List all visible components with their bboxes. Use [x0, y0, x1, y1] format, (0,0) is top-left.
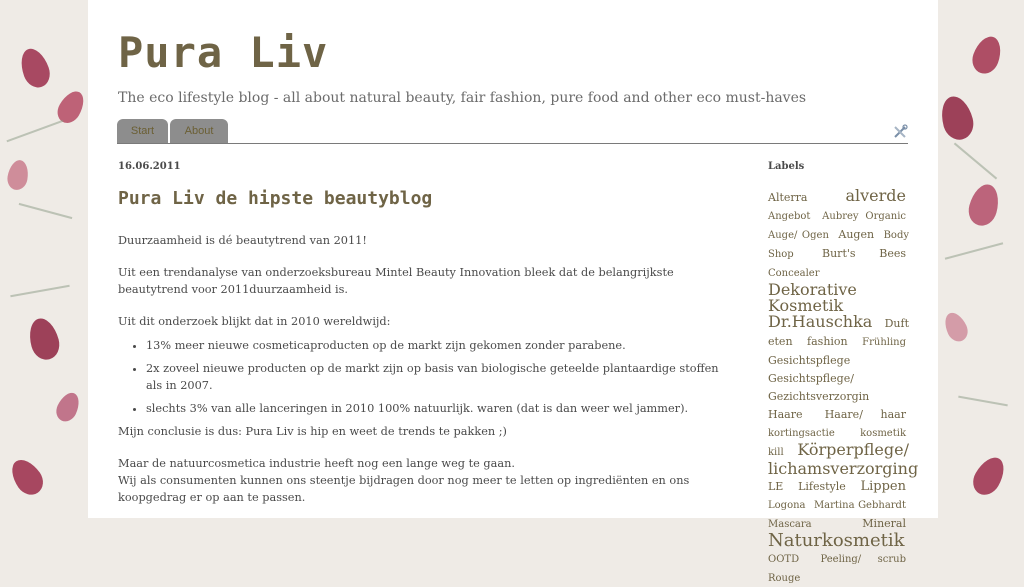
label-link[interactable]: kosmetik — [860, 428, 906, 439]
label-link[interactable]: Logona — [768, 500, 806, 511]
label-link[interactable]: Duft eten — [768, 317, 909, 348]
label-link[interactable]: Body Shop — [768, 230, 909, 260]
post-date: 16.06.2011 — [118, 161, 181, 172]
label-link[interactable]: Dr.Hauschka — [768, 312, 873, 331]
tab-about[interactable]: About — [170, 119, 228, 143]
label-link[interactable]: Concealer — [768, 268, 820, 279]
label-link[interactable]: LE — [768, 480, 784, 493]
label-link[interactable]: fashion — [807, 335, 848, 348]
post-paragraph: Uit dit onderzoek blijkt dat in 2010 wereldwijd: — [118, 315, 391, 328]
blog-title[interactable]: Pura Liv — [118, 28, 329, 77]
label-link[interactable]: Lifestyle — [798, 480, 846, 493]
list-item: • 2x zoveel nieuwe producten op de markt zijn op basis van biologische geteelde plantaardige stoffen als in 2007. — [146, 360, 733, 394]
background-right — [938, 0, 1024, 518]
label-link[interactable]: Gesichtspflege — [768, 354, 851, 367]
label-link[interactable]: Burt's Bees — [822, 247, 906, 260]
label-link[interactable]: Haare — [768, 408, 803, 421]
post-paragraph: Mijn conclusie is dus: Pura Liv is hip en weet de trends te pakken ;) — [118, 425, 507, 438]
blog-description: The eco lifestyle blog - all about natural beauty, fair fashion, pure food and other eco must-haves — [118, 90, 807, 106]
labels-heading: Labels — [768, 161, 805, 172]
label-link[interactable]: Haare/ haar — [824, 408, 906, 421]
tools-icon[interactable] — [892, 124, 908, 140]
background-left — [0, 0, 88, 518]
label-link[interactable]: Lippen — [860, 479, 906, 494]
label-cloud — [768, 186, 919, 587]
tab-start[interactable]: Start — [117, 119, 168, 143]
label-link[interactable]: Frühling — [862, 337, 906, 348]
label-link[interactable]: Peeling/ scrub — [820, 554, 906, 565]
blog-page — [88, 0, 938, 584]
label-link[interactable]: Körperpflege/ lichamsverzorging — [768, 440, 919, 478]
label-link[interactable]: Auge/ Ogen — [768, 230, 829, 241]
label-link[interactable]: Gesichtspflege/ Gezichtsverzorgin — [768, 372, 870, 403]
label-link[interactable]: kill — [768, 447, 784, 458]
label-link[interactable]: Augen — [838, 228, 875, 241]
label-link[interactable]: Naturkosmetik — [768, 530, 905, 551]
post-list — [118, 337, 733, 417]
post-paragraph: Uit een trendanalyse van onderzoeksbureau Mintel Beauty Innovation bleek dat de belangrijkste beautytrend voor 2011duurzaamheid is. — [118, 266, 674, 296]
post-paragraph: Duurzaamheid is dé beautytrend van 2011! — [118, 234, 367, 247]
tab-divider — [117, 143, 908, 144]
label-link[interactable]: alverde — [845, 186, 906, 205]
label-link[interactable]: Aubrey Organic — [822, 211, 906, 222]
post-body — [118, 232, 733, 506]
label-link[interactable]: Alterra — [768, 191, 808, 204]
post-title[interactable]: Pura Liv de hipste beautyblog — [118, 188, 433, 209]
list-item: • slechts 3% van alle lanceringen in 2010 100% natuurlijk. waren (dat is dan weer wel jammer). — [146, 400, 733, 417]
label-link[interactable]: OOTD — [768, 554, 800, 565]
label-link[interactable]: Mineral — [862, 517, 906, 530]
label-link[interactable]: Mascara — [768, 519, 812, 530]
label-link[interactable]: kortingsactie — [768, 428, 835, 439]
label-link[interactable]: Rouge — [768, 573, 801, 584]
label-link[interactable]: Angebot — [768, 211, 811, 222]
post-paragraph: Wij als consumenten kunnen ons steentje bijdragen door nog meer te letten op ingrediënten en ons koopgedrag er op aan te passen. — [118, 474, 690, 504]
label-link[interactable]: Dekorative Kosmetik — [768, 280, 857, 315]
list-item: • 13% meer nieuwe cosmeticaproducten op de markt zijn gekomen zonder parabene. — [146, 337, 733, 354]
post-paragraph: Maar de natuurcosmetica industrie heeft nog een lange weg te gaan. — [118, 457, 515, 470]
label-link[interactable]: Martina Gebhardt — [813, 500, 906, 511]
